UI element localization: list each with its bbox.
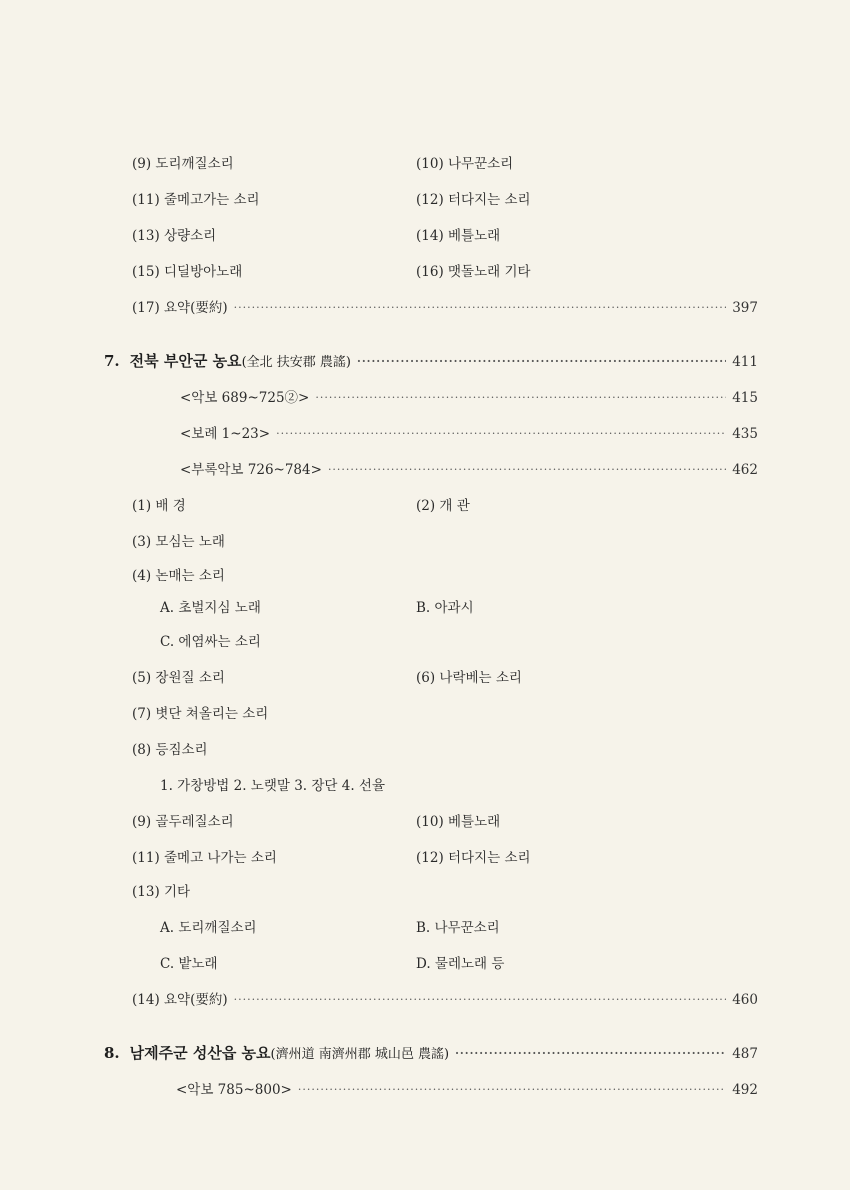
section-8-number: 8. bbox=[104, 1044, 120, 1062]
toc-item-17-summary bbox=[132, 296, 758, 320]
section-8-akbo-page: 492 bbox=[732, 1082, 758, 1098]
s7-item-13d: D. 물레노래 등 bbox=[416, 956, 505, 972]
s7-item-1: (1) 배 경 bbox=[132, 498, 186, 514]
section-7-borye bbox=[180, 422, 758, 446]
s7-item-14-page: 460 bbox=[732, 992, 758, 1008]
leader-dots bbox=[455, 1042, 726, 1066]
toc-item-10: (10) 나무꾼소리 bbox=[416, 156, 514, 172]
s7-item-4b: B. 아과시 bbox=[416, 600, 474, 616]
section-7-number: 7. bbox=[104, 352, 120, 370]
section-7-burok-label: <부록악보 726~784> bbox=[180, 462, 322, 478]
section-7-heading bbox=[104, 350, 758, 374]
section-8-akbo bbox=[176, 1078, 758, 1102]
s7-item-10: (10) 베틀노래 bbox=[416, 814, 501, 830]
section-7-akbo-label: <악보 689~725②> bbox=[180, 390, 310, 406]
leader-dots bbox=[328, 458, 726, 482]
section-7-title: 전북 부안군 농요 bbox=[129, 352, 242, 370]
leader-dots bbox=[315, 386, 726, 410]
s7-item-7: (7) 볏단 쳐올리는 소리 bbox=[132, 706, 269, 722]
section-8-heading bbox=[104, 1042, 758, 1066]
toc-item-16: (16) 맷돌노래 기타 bbox=[416, 264, 531, 280]
section-7-akbo-page: 415 bbox=[732, 390, 758, 406]
toc-item-12: (12) 터다지는 소리 bbox=[416, 192, 531, 208]
section-7-akbo bbox=[180, 386, 758, 410]
s7-item-12: (12) 터다지는 소리 bbox=[416, 850, 531, 866]
section-7-page: 411 bbox=[732, 354, 758, 370]
s7-item-13: (13) 기타 bbox=[132, 884, 191, 900]
leader-dots bbox=[234, 296, 727, 320]
toc-item-15: (15) 디딜방아노래 bbox=[132, 264, 243, 280]
s7-item-9: (9) 골두레질소리 bbox=[132, 814, 234, 830]
section-7-burok bbox=[180, 458, 758, 482]
s7-item-13b: B. 나무꾼소리 bbox=[416, 920, 500, 936]
leader-dots bbox=[234, 988, 727, 1012]
s7-item-14-summary bbox=[132, 988, 758, 1012]
leader-dots bbox=[298, 1078, 726, 1102]
toc-item-9: (9) 도리깨질소리 bbox=[132, 156, 234, 172]
section-8-title-group bbox=[104, 1041, 449, 1067]
section-7-subtitle: (全北 扶安郡 農謠) bbox=[241, 355, 351, 370]
toc-item-11: (11) 줄메고가는 소리 bbox=[132, 192, 260, 208]
section-8-title: 남제주군 성산읍 농요 bbox=[129, 1044, 271, 1062]
s7-item-11: (11) 줄메고 나가는 소리 bbox=[132, 850, 277, 866]
s7-item-13c: C. 밭노래 bbox=[160, 956, 218, 972]
toc-item-14: (14) 베틀노래 bbox=[416, 228, 501, 244]
section-8-akbo-label: <악보 785~800> bbox=[176, 1082, 292, 1098]
section-7-borye-page: 435 bbox=[732, 426, 758, 442]
section-7-burok-page: 462 bbox=[732, 462, 758, 478]
s7-item-4: (4) 논매는 소리 bbox=[132, 568, 225, 584]
s7-item-13a: A. 도리깨질소리 bbox=[160, 920, 257, 936]
s7-item-6: (6) 나락베는 소리 bbox=[416, 670, 522, 686]
section-8-subtitle: (濟州道 南濟州郡 城山邑 農謠) bbox=[270, 1047, 450, 1062]
s7-item-4c: C. 에염싸는 소리 bbox=[160, 634, 261, 650]
s7-item-4a: A. 초벌지심 노래 bbox=[160, 600, 261, 616]
leader-dots bbox=[357, 350, 726, 374]
section-7-borye-label: <보례 1~23> bbox=[180, 426, 271, 442]
s7-item-8: (8) 등짐소리 bbox=[132, 742, 208, 758]
toc-item-17-label: (17) 요약(要約) bbox=[132, 300, 228, 316]
section-8-page: 487 bbox=[732, 1046, 758, 1062]
s7-item-14-label: (14) 요약(要約) bbox=[132, 992, 228, 1008]
s7-item-5: (5) 장원질 소리 bbox=[132, 670, 225, 686]
section-7-title-group bbox=[104, 349, 351, 375]
toc-item-13: (13) 상량소리 bbox=[132, 228, 217, 244]
s7-item-3: (3) 모심는 노래 bbox=[132, 534, 225, 550]
toc-item-17-page: 397 bbox=[732, 300, 758, 316]
s7-item-2: (2) 개 관 bbox=[416, 498, 470, 514]
leader-dots bbox=[276, 422, 726, 446]
s7-item-8-subtopics: 1. 가창방법 2. 노랫말 3. 장단 4. 선율 bbox=[160, 778, 386, 794]
